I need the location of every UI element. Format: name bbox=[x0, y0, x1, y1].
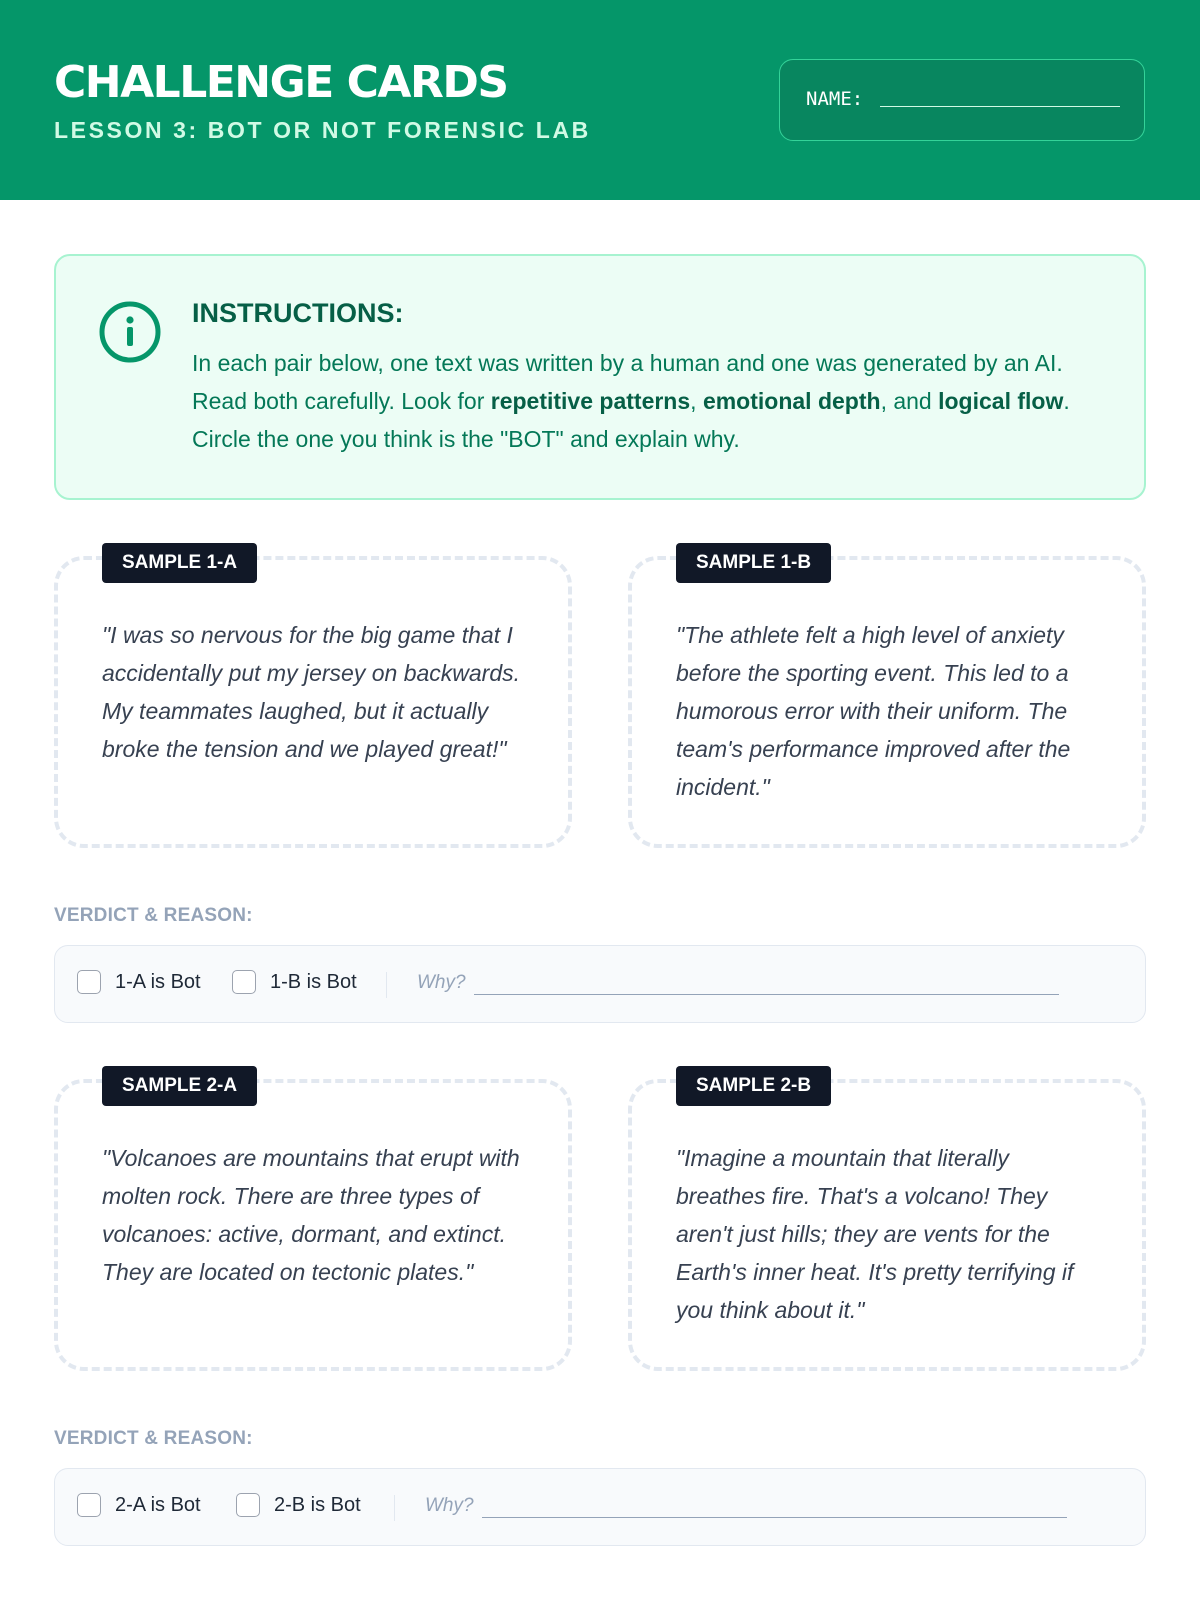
checkbox-label: 1-B is Bot bbox=[270, 970, 357, 993]
checkbox-1a-is-bot[interactable] bbox=[77, 970, 201, 994]
keyword-logical-flow: logical flow bbox=[938, 388, 1064, 414]
info-icon bbox=[99, 301, 161, 363]
page-subtitle: LESSON 3: BOT OR NOT FORENSIC LAB bbox=[54, 117, 591, 143]
checkbox[interactable] bbox=[77, 1493, 101, 1517]
instructions-text: In each pair below, one text was written by a human and one was generated by an AI. Read both carefully. Look for repetitive patterns, emotional depth, and logical flow. Circle the one you think is the "BOT" and explain why. bbox=[192, 350, 1070, 452]
divider bbox=[386, 972, 387, 998]
reason-input-line[interactable] bbox=[482, 1517, 1067, 1518]
sample-tag: SAMPLE 1-A bbox=[102, 543, 257, 583]
checkbox-1b-is-bot[interactable] bbox=[232, 970, 357, 994]
instructions-panel bbox=[54, 254, 1146, 500]
keyword-repetitive-patterns: repetitive patterns bbox=[490, 388, 691, 414]
sample-tag: SAMPLE 1-B bbox=[676, 543, 831, 583]
sample-text: "I was so nervous for the big game that I accidentally put my jersey on backwards. My teammates laughed, but it actually broke the tension and we played great!" bbox=[102, 622, 521, 762]
divider bbox=[394, 1495, 395, 1521]
why-placeholder: Why? bbox=[425, 1495, 474, 1516]
page-title: CHALLENGE CARDS bbox=[54, 57, 508, 108]
sample-text: "Volcanoes are mountains that erupt with molten rock. There are three types of volcanoes: active, dormant, and extinct. They are located on tectonic plates." bbox=[102, 1145, 520, 1285]
why-placeholder: Why? bbox=[417, 972, 466, 993]
sample-tag: SAMPLE 2-B bbox=[676, 1066, 831, 1106]
checkbox-2b-is-bot[interactable] bbox=[236, 1493, 361, 1517]
checkbox-2a-is-bot[interactable] bbox=[77, 1493, 201, 1517]
verdict-box-2 bbox=[54, 1468, 1146, 1546]
sample-card-1b[interactable] bbox=[628, 552, 1146, 848]
name-field bbox=[779, 59, 1145, 141]
sample-card-1a[interactable] bbox=[54, 552, 572, 848]
checkbox-label: 2-A is Bot bbox=[115, 1493, 201, 1516]
checkbox[interactable] bbox=[232, 970, 256, 994]
sample-text: "The athlete felt a high level of anxiety before the sporting event. This led to a humorous error with their uniform. The team's performance improved after the incident." bbox=[676, 622, 1071, 800]
name-input-line[interactable] bbox=[880, 106, 1120, 107]
header-banner bbox=[0, 0, 1200, 200]
reason-input-line[interactable] bbox=[474, 994, 1059, 995]
keyword-emotional-depth: emotional depth bbox=[702, 388, 881, 414]
verdict-label: VERDICT & REASON: bbox=[54, 905, 253, 926]
checkbox[interactable] bbox=[236, 1493, 260, 1517]
sample-card-2b[interactable] bbox=[628, 1075, 1146, 1371]
checkbox[interactable] bbox=[77, 970, 101, 994]
checkbox-label: 2-B is Bot bbox=[274, 1493, 361, 1516]
name-label: NAME: bbox=[806, 88, 864, 110]
sample-card-2a[interactable] bbox=[54, 1075, 572, 1371]
sample-text: "Imagine a mountain that literally breathes fire. That's a volcano! They aren't just hills; they are vents for the Earth's inner heat. It's pretty terrifying if you think about it." bbox=[676, 1145, 1074, 1323]
verdict-label: VERDICT & REASON: bbox=[54, 1428, 253, 1449]
checkbox-label: 1-A is Bot bbox=[115, 970, 201, 993]
sample-tag: SAMPLE 2-A bbox=[102, 1066, 257, 1106]
verdict-box-1 bbox=[54, 945, 1146, 1023]
instructions-title: INSTRUCTIONS: bbox=[192, 298, 404, 328]
